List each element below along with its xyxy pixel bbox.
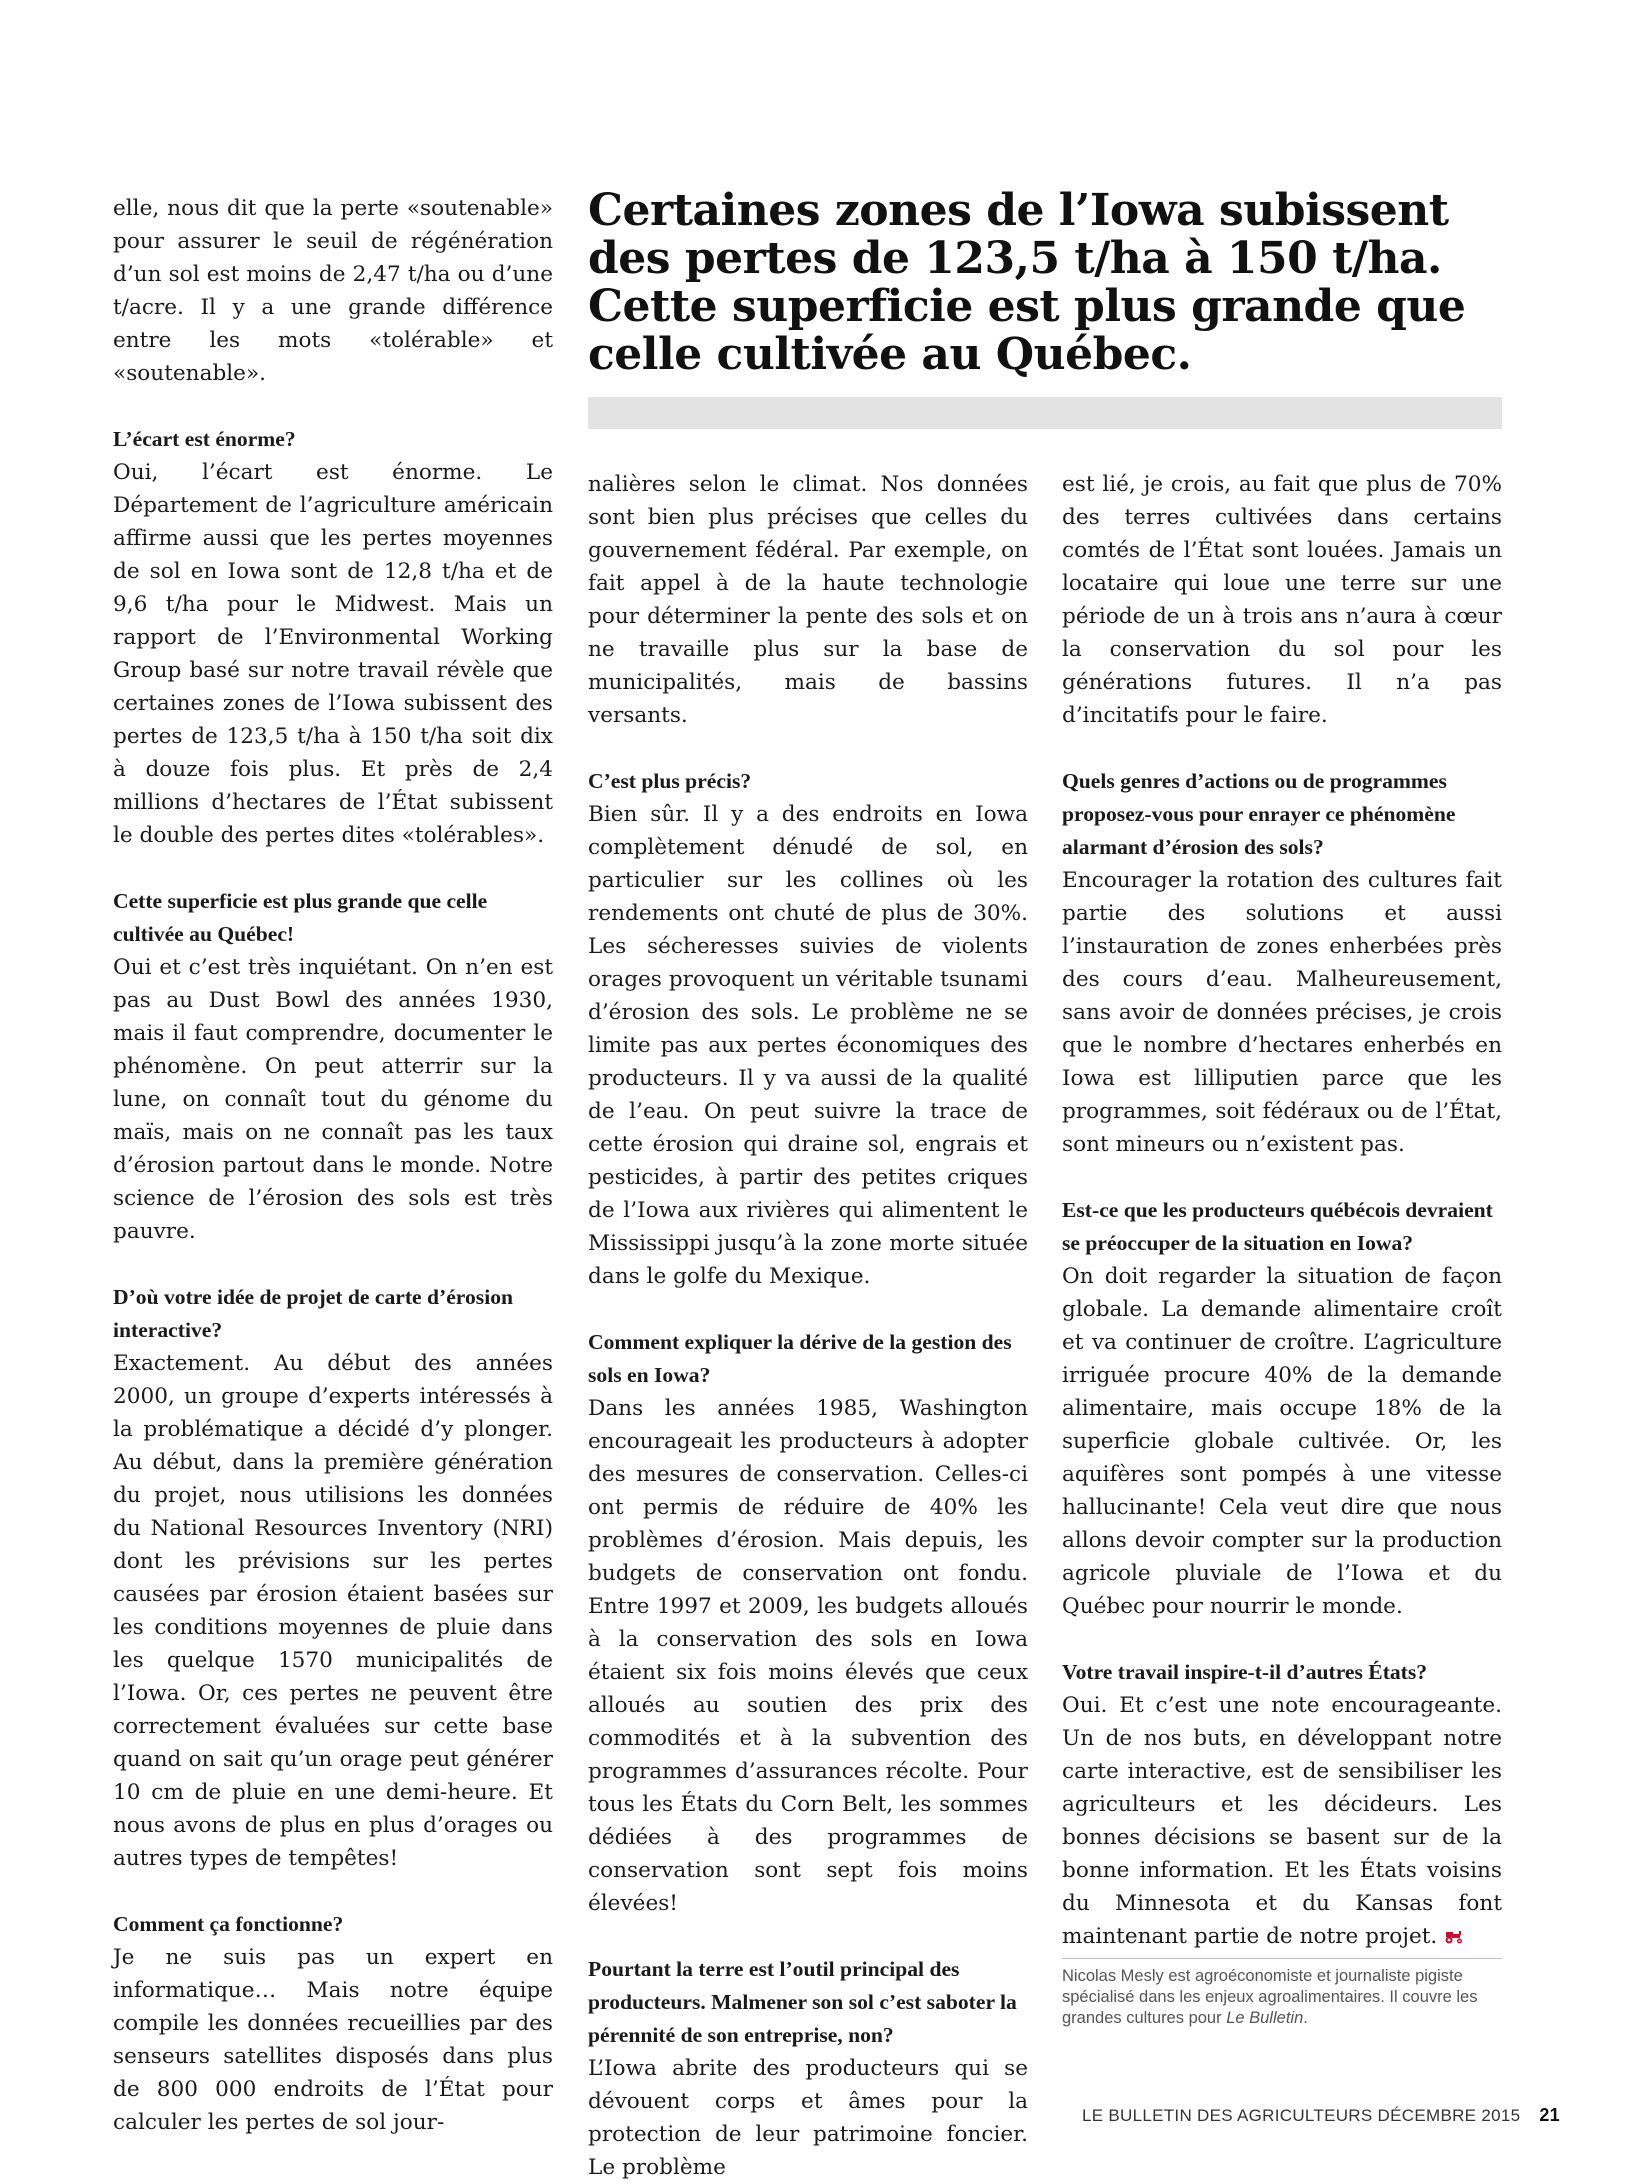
question-heading: Pourtant la terre est l’outil principal des producteurs. Malmener son sol c’est saboter la pérennité de son entreprise, non? [588, 1957, 1017, 2047]
question-heading: Comment expliquer la dérive de la gestion des sols en Iowa? [588, 1330, 1012, 1387]
author-bio [1062, 1966, 1502, 2029]
answer-paragraph: On doit regarder la situation de façon globale. La demande alimentaire croît et va continuer de croître. L’agriculture irriguée procure 40% de la demande alimentaire, mais occupe 18% de la superficie globale cultivée. Or, les aquifères sont pompés à une vitesse hallucinante! Cela veut dire que nous allons devoir compter sur la production agricole pluviale de l’Iowa et du Québec pour nourrir le monde. [1062, 1264, 1502, 1619]
answer-paragraph: Oui, l’écart est énorme. Le Département de l’agriculture américain affirme aussi que les pertes moyennes de sol en Iowa sont de 12,8 t/ha et de 9,6 t/ha pour le Midwest. Mais un rapport de l’Environmental Working Group basé sur notre travail révèle que certaines zones de l’Iowa subissent des pertes de 123,5 t/ha à 150 t/ha soit dix à douze fois plus. Et près de 2,4 millions d’hectares de l’État subissent le double des pertes dites «tolérables». [113, 460, 553, 848]
column-3 [1062, 468, 1502, 1953]
bio-publication: Le Bulletin [1226, 2009, 1304, 2027]
bio-text: Nicolas Mesly est agroéconomiste et journaliste pigiste spécialisé dans les enjeux agroalimentaires. Il couvre les grandes cultures pour [1062, 1967, 1478, 2027]
footer-publication: LE BULLETIN DES AGRICULTEURS [1081, 2106, 1373, 2125]
answer-paragraph: Dans les années 1985, Washington encourageait les producteurs à adopter des mesures de conservation. Celles-ci ont permis de réduire de 40% les problèmes d’érosion. Mais depuis, les budgets de conservation ont fondu. Entre 1997 et 2009, les budgets alloués à la conservation des sols en Iowa étaient six fois moins élevés que ceux alloués au soutien des prix des commodités et à la subvention des programmes d’assurances récolte. Pour tous les États du Corn Belt, les sommes dédiées à des programmes de conservation sont sept fois moins élevées! [588, 1396, 1028, 1916]
pull-quote-bar [588, 397, 1502, 429]
question-heading: Cette superficie est plus grande que celle cultivée au Québec! [113, 889, 488, 946]
answer-paragraph [1062, 1689, 1502, 1953]
column-1 [113, 192, 553, 2139]
question-heading: C’est plus précis? [588, 769, 752, 793]
question-heading: Est-ce que les producteurs québécois devraient se préoccuper de la situation en Iowa? [1062, 1198, 1493, 1255]
page-number: 21 [1539, 2105, 1560, 2125]
pull-quote: Certaines zones de l’Iowa subissent des pertes de 123,5 t/ha à 150 t/ha. Cette superficie est plus grande que celle cultivée au Québec. [588, 185, 1466, 380]
answer-paragraph: Exactement. Au début des années 2000, un groupe d’experts intéressés à la problématique a décidé d’y plonger. Au début, dans la première génération du projet, nous utilisions les données du National Resources Inventory (NRI) dont les prévisions sur les pertes causées par érosion étaient basées sur les conditions moyennes de pluie dans les quelque 1570 municipalités de l’Iowa. Or, ces pertes ne peuvent être correctement évaluées sur cette base quand on sait qu’un orage peut générer 10 cm de pluie en une demi-heure. Et nous avons de plus en plus d’orages ou autres types de tempêtes! [113, 1351, 553, 1871]
answer-paragraph: Encourager la rotation des cultures fait partie des solutions et aussi l’instauration de zones enherbées près des cours d’eau. Malheureusement, sans avoir de données précises, je crois que le nombre d’hectares enherbés en Iowa est lilliputien parce que les programmes, soit fédéraux ou de l’État, sont mineurs ou n’existent pas. [1062, 868, 1502, 1157]
page-footer [1080, 2105, 1560, 2126]
question-heading: D’où votre idée de projet de carte d’érosion interactive? [113, 1285, 514, 1342]
answer-paragraph: Oui et c’est très inquiétant. On n’en est pas au Dust Bowl des années 1930, mais il faut comprendre, documenter le phénomène. On peut atterrir sur la lune, on connaît tout du génome du maïs, mais on ne connaît pas les taux d’érosion partout dans le monde. Notre science de l’érosion des sols est très pauvre. [113, 955, 553, 1244]
question-heading: L’écart est énorme? [113, 427, 296, 451]
bio-end: . [1303, 2009, 1308, 2027]
question-heading: Quels genres d’actions ou de programmes proposez-vous pour enrayer ce phénomène alarmant d’érosion des sols? [1062, 769, 1456, 859]
question-heading: Votre travail inspire-t-il d’autres États? [1062, 1660, 1428, 1684]
bio-divider [1062, 1958, 1502, 1959]
question-heading: Comment ça fonctionne? [113, 1912, 344, 1936]
footer-date: DÉCEMBRE 2015 [1377, 2106, 1521, 2125]
paragraph: elle, nous dit que la perte «soutenable» pour assurer le seuil de régénération d’un sol est moins de 2,47 t/ha ou d’une t/acre. Il y a une grande différence entre les mots «tolérable» et «soutenable». [113, 196, 553, 386]
answer-paragraph: L’Iowa abrite des producteurs qui se dévouent corps et âmes pour la protection de leur patrimoine foncier. Le problème [588, 2056, 1028, 2180]
tractor-icon [1443, 1930, 1465, 1944]
answer-paragraph: Je ne suis pas un expert en informatique… Mais notre équipe compile les données recueillies par des senseurs satellites disposés dans plus de 800 000 endroits de l’État pour calculer les pertes de sol jour- [113, 1945, 553, 2135]
paragraph: est lié, je crois, au fait que plus de 70% des terres cultivées dans certains comtés de l’État sont louées. Jamais un locataire qui loue une terre sur une période de un à trois ans n’aura à cœur la conservation du sol pour les générations futures. Il n’a pas d’incitatifs pour le faire. [1062, 472, 1502, 728]
paragraph: nalières selon le climat. Nos données sont bien plus précises que celles du gouvernement fédéral. Par exemple, on fait appel à de la haute technologie pour déterminer la pente des sols et on ne travaille plus sur la base de municipalités, mais de bassins versants. [588, 472, 1028, 728]
column-2 [588, 468, 1028, 2184]
final-answer-text: Oui. Et c’est une note encourageante. Un de nos buts, en développant notre carte interactive, est de sensibiliser les agriculteurs et les décideurs. Les bonnes décisions se basent sur de la bonne information. Et les États voisins du Minnesota et du Kansas font maintenant partie de notre projet. [1062, 1693, 1502, 1949]
answer-paragraph: Bien sûr. Il y a des endroits en Iowa complètement dénudé de sol, en particulier sur les collines où les rendements ont chuté de plus de 30%. Les sécheresses suivies de violents orages provoquent un véritable tsunami d’érosion des sols. Le problème ne se limite pas aux pertes économiques des producteurs. Il y va aussi de la qualité de l’eau. On peut suivre la trace de cette érosion qui draine sol, engrais et pesticides, à partir des petites criques de l’Iowa aux rivières qui alimentent le Mississippi jusqu’à la zone morte située dans le golfe du Mexique. [588, 802, 1028, 1289]
